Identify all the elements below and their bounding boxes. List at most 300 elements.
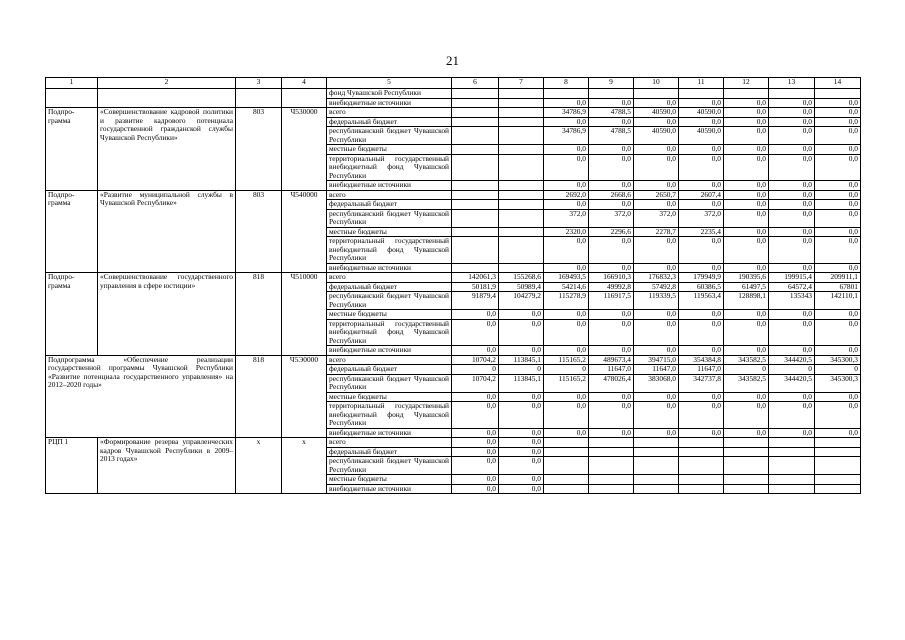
column-header: 14 — [815, 78, 861, 89]
program-code-cell: Ч530000 — [282, 108, 327, 191]
value-cell: 113845,1 — [499, 355, 544, 365]
value-cell — [634, 89, 679, 99]
value-cell: 0,0 — [724, 154, 769, 181]
value-cell: 0,0 — [499, 457, 544, 475]
value-cell: 119563,4 — [679, 292, 724, 310]
value-cell: 0,0 — [499, 392, 544, 402]
value-cell: 50989,4 — [499, 282, 544, 292]
value-cell: 0,0 — [544, 310, 589, 320]
funding-source-cell: всего — [327, 108, 452, 118]
value-cell — [679, 484, 724, 494]
value-cell: 40590,0 — [634, 127, 679, 145]
value-cell: 0,0 — [815, 310, 861, 320]
column-header: 2 — [98, 78, 236, 89]
program-name-cell: «Формирование резерва управленческих кадров Чувашской Республики в 2009–2013 годах» — [98, 438, 236, 494]
value-cell: 0,0 — [724, 227, 769, 237]
value-cell: 0,0 — [769, 190, 815, 200]
value-cell: 113845,1 — [499, 374, 544, 392]
value-cell: 342737,8 — [679, 374, 724, 392]
value-cell: 0,0 — [452, 346, 499, 356]
value-cell: 169493,5 — [544, 273, 589, 283]
value-cell: 0,0 — [769, 145, 815, 155]
value-cell: 0,0 — [769, 310, 815, 320]
value-cell: 0,0 — [724, 145, 769, 155]
value-cell: 57492,8 — [634, 282, 679, 292]
value-cell: 0,0 — [815, 154, 861, 181]
value-cell: 190395,6 — [724, 273, 769, 283]
value-cell: 0,0 — [544, 392, 589, 402]
value-cell: 0,0 — [589, 117, 634, 127]
value-cell: 176832,3 — [634, 273, 679, 283]
value-cell: 179949,9 — [679, 273, 724, 283]
value-cell: 0,0 — [679, 402, 724, 429]
funding-source-cell: федеральный бюджет — [327, 447, 452, 457]
value-cell: 61497,5 — [724, 282, 769, 292]
value-cell: 0,0 — [589, 237, 634, 264]
value-cell: 0,0 — [679, 154, 724, 181]
value-cell: 0,0 — [769, 319, 815, 346]
funding-source-cell: территориальный государственный внебюджетный фонд Чувашской Республики — [327, 319, 452, 346]
program-code-cell: Ч5Э0000 — [282, 355, 327, 438]
program-code-cell: Ч510000 — [282, 273, 327, 356]
value-cell: 0,0 — [815, 319, 861, 346]
value-cell — [769, 484, 815, 494]
value-cell: 0,0 — [769, 209, 815, 227]
value-cell: 0,0 — [679, 346, 724, 356]
value-cell — [589, 475, 634, 485]
value-cell: 0,0 — [544, 200, 589, 210]
value-cell: 104279,2 — [499, 292, 544, 310]
column-header: 5 — [327, 78, 452, 89]
value-cell: 343582,5 — [724, 355, 769, 365]
value-cell — [724, 438, 769, 448]
value-cell: 0,0 — [589, 402, 634, 429]
value-cell — [769, 457, 815, 475]
value-cell: 2650,7 — [634, 190, 679, 200]
value-cell: 0,0 — [589, 181, 634, 191]
value-cell — [452, 181, 499, 191]
value-cell: 0,0 — [452, 402, 499, 429]
value-cell: 0,0 — [679, 200, 724, 210]
funding-source-cell: внебюджетные источники — [327, 181, 452, 191]
value-cell: 4788,5 — [589, 108, 634, 118]
value-cell: 0,0 — [724, 402, 769, 429]
value-cell — [634, 475, 679, 485]
value-cell: 2668,6 — [589, 190, 634, 200]
value-cell: 60386,5 — [679, 282, 724, 292]
value-cell: 0,0 — [452, 428, 499, 438]
value-cell: 0,0 — [815, 190, 861, 200]
value-cell: 383068,0 — [634, 374, 679, 392]
value-cell — [452, 154, 499, 181]
funding-source-cell: территориальный государственный внебюджетный фонд Чувашской Республики — [327, 237, 452, 264]
value-cell: 0,0 — [589, 346, 634, 356]
value-cell: 0,0 — [679, 392, 724, 402]
program-type-cell: Подпро- грамма — [46, 273, 98, 356]
value-cell: 50181,9 — [452, 282, 499, 292]
value-cell: 0,0 — [544, 319, 589, 346]
program-code-cell: Ч540000 — [282, 190, 327, 273]
value-cell — [499, 181, 544, 191]
column-header: 12 — [724, 78, 769, 89]
page-number: 21 — [446, 53, 459, 68]
value-cell: 0,0 — [679, 181, 724, 191]
column-number-row — [46, 78, 861, 89]
value-cell: 0,0 — [769, 154, 815, 181]
program-code-cell: x — [282, 438, 327, 494]
value-cell: 0,0 — [679, 117, 724, 127]
value-cell: 0,0 — [589, 310, 634, 320]
value-cell — [499, 209, 544, 227]
value-cell: 2607,4 — [679, 190, 724, 200]
value-cell: 0,0 — [724, 209, 769, 227]
value-cell: 372,0 — [634, 209, 679, 227]
value-cell: 0,0 — [452, 484, 499, 494]
value-cell: 0,0 — [724, 200, 769, 210]
value-cell — [724, 89, 769, 99]
value-cell: 0,0 — [499, 484, 544, 494]
value-cell: 0,0 — [769, 98, 815, 108]
program-name-cell: «Совершенствование кадровой политики и развитие кадрового потенциала государственной гражданской службы Чувашской Республики» — [98, 108, 236, 191]
value-cell: 489673,4 — [589, 355, 634, 365]
value-cell: 0,0 — [724, 127, 769, 145]
value-cell: 0,0 — [679, 263, 724, 273]
funding-source-cell: местные бюджеты — [327, 475, 452, 485]
funding-source-cell: федеральный бюджет — [327, 117, 452, 127]
funding-source-cell: внебюджетные источники — [327, 98, 452, 108]
value-cell: 0,0 — [634, 263, 679, 273]
funding-source-cell: федеральный бюджет — [327, 365, 452, 375]
value-cell: 64572,4 — [769, 282, 815, 292]
value-cell: 0,0 — [589, 319, 634, 346]
funding-source-cell: внебюджетные источники — [327, 263, 452, 273]
value-cell: 67801 — [815, 282, 861, 292]
value-cell — [452, 127, 499, 145]
value-cell — [815, 447, 861, 457]
value-cell — [499, 108, 544, 118]
funding-source-cell: местные бюджеты — [327, 145, 452, 155]
value-cell — [815, 457, 861, 475]
value-cell — [452, 227, 499, 237]
value-cell: 199915,4 — [769, 273, 815, 283]
value-cell: 115278,9 — [544, 292, 589, 310]
value-cell: 0,0 — [499, 402, 544, 429]
value-cell: 0,0 — [544, 154, 589, 181]
value-cell: 0,0 — [589, 263, 634, 273]
value-cell: 0,0 — [589, 154, 634, 181]
table-row — [46, 438, 861, 448]
value-cell — [499, 154, 544, 181]
value-cell — [499, 200, 544, 210]
value-cell: 0,0 — [769, 108, 815, 118]
table-row — [46, 190, 861, 200]
value-cell: 0,0 — [679, 310, 724, 320]
value-cell: 0,0 — [815, 392, 861, 402]
value-cell: 0,0 — [499, 428, 544, 438]
value-cell: 0,0 — [499, 310, 544, 320]
value-cell: 0,0 — [634, 319, 679, 346]
column-header: 4 — [282, 78, 327, 89]
value-cell: 0,0 — [724, 98, 769, 108]
column-header: 10 — [634, 78, 679, 89]
value-cell — [452, 263, 499, 273]
value-cell — [499, 263, 544, 273]
value-cell: 40590,0 — [679, 108, 724, 118]
value-cell: 0,0 — [452, 310, 499, 320]
value-cell: 2692,0 — [544, 190, 589, 200]
value-cell — [499, 190, 544, 200]
value-cell: 0,0 — [452, 392, 499, 402]
value-cell: 0,0 — [769, 428, 815, 438]
table-body — [46, 89, 861, 494]
value-cell: 2320,0 — [544, 227, 589, 237]
funding-source-cell: республиканский бюджет Чувашской Республики — [327, 209, 452, 227]
value-cell — [452, 200, 499, 210]
value-cell: 0,0 — [499, 319, 544, 346]
value-cell — [679, 475, 724, 485]
value-cell — [679, 438, 724, 448]
value-cell — [452, 209, 499, 227]
funding-source-cell: республиканский бюджет Чувашской Республики — [327, 457, 452, 475]
value-cell — [499, 237, 544, 264]
value-cell: 0,0 — [769, 181, 815, 191]
value-cell: 0,0 — [815, 209, 861, 227]
value-cell: 0,0 — [815, 237, 861, 264]
value-cell: 0,0 — [815, 127, 861, 145]
value-cell: 0,0 — [499, 475, 544, 485]
value-cell — [544, 457, 589, 475]
value-cell: 0,0 — [724, 392, 769, 402]
value-cell: 478026,4 — [589, 374, 634, 392]
value-cell: 0,0 — [724, 117, 769, 127]
value-cell — [815, 438, 861, 448]
value-cell: 0,0 — [634, 117, 679, 127]
column-header: 13 — [769, 78, 815, 89]
value-cell: 0,0 — [815, 402, 861, 429]
value-cell: 0,0 — [724, 319, 769, 346]
budget-table — [45, 77, 861, 494]
value-cell: 0,0 — [452, 438, 499, 448]
value-cell: 0,0 — [634, 145, 679, 155]
empty-cell — [236, 89, 282, 108]
value-cell — [769, 438, 815, 448]
value-cell: 0 — [815, 365, 861, 375]
value-cell — [544, 89, 589, 99]
value-cell: 128898,1 — [724, 292, 769, 310]
value-cell: 0,0 — [589, 200, 634, 210]
funding-source-cell: внебюджетные источники — [327, 346, 452, 356]
value-cell: 4788,5 — [589, 127, 634, 145]
value-cell: 155268,6 — [499, 273, 544, 283]
value-cell — [452, 108, 499, 118]
value-cell — [634, 447, 679, 457]
value-cell: 0,0 — [769, 263, 815, 273]
value-cell — [544, 447, 589, 457]
value-cell: 11647,0 — [634, 365, 679, 375]
column-header: 3 — [236, 78, 282, 89]
value-cell: 0,0 — [724, 108, 769, 118]
value-cell — [724, 484, 769, 494]
value-cell: 0,0 — [769, 237, 815, 264]
value-cell — [634, 457, 679, 475]
program-type-cell: Подпро- грамма — [46, 190, 98, 273]
value-cell — [452, 190, 499, 200]
value-cell — [499, 117, 544, 127]
value-cell: 0,0 — [815, 263, 861, 273]
column-header: 8 — [544, 78, 589, 89]
funding-source-cell: республиканский бюджет Чувашской Республики — [327, 127, 452, 145]
value-cell — [499, 127, 544, 145]
value-cell — [724, 475, 769, 485]
value-cell — [452, 237, 499, 264]
program-type-cell: Подпро- грамма — [46, 108, 98, 191]
value-cell: 0,0 — [544, 181, 589, 191]
value-cell: 354384,8 — [679, 355, 724, 365]
value-cell: 209911,1 — [815, 273, 861, 283]
value-cell: 0,0 — [679, 145, 724, 155]
funding-source-cell: местные бюджеты — [327, 227, 452, 237]
funding-source-cell: всего — [327, 438, 452, 448]
value-cell — [769, 447, 815, 457]
value-cell — [452, 98, 499, 108]
value-cell: 11647,0 — [589, 365, 634, 375]
value-cell: 54214,6 — [544, 282, 589, 292]
program-name-cell: «Совершенствование государственного управления в сфере юстиции» — [98, 273, 236, 356]
value-cell: 0,0 — [679, 98, 724, 108]
value-cell — [499, 89, 544, 99]
value-cell: 0 — [769, 365, 815, 375]
column-header: 7 — [499, 78, 544, 89]
value-cell: 10704,2 — [452, 355, 499, 365]
value-cell — [679, 447, 724, 457]
value-cell: 0,0 — [634, 310, 679, 320]
value-cell: 0 — [724, 365, 769, 375]
value-cell: 0,0 — [679, 319, 724, 346]
value-cell: 135343 — [769, 292, 815, 310]
program-name-cell: «Развитие муниципальной службы в Чувашской Республике» — [98, 190, 236, 273]
value-cell — [499, 227, 544, 237]
value-cell: 0,0 — [544, 98, 589, 108]
value-cell: 0,0 — [452, 475, 499, 485]
value-cell — [544, 475, 589, 485]
value-cell: 119339,5 — [634, 292, 679, 310]
value-cell — [769, 475, 815, 485]
funding-source-cell: местные бюджеты — [327, 310, 452, 320]
value-cell: 0,0 — [815, 181, 861, 191]
table-row — [46, 89, 861, 99]
empty-cell — [98, 89, 236, 108]
value-cell: 116917,5 — [589, 292, 634, 310]
value-cell — [544, 484, 589, 494]
value-cell — [724, 457, 769, 475]
value-cell: 0,0 — [769, 117, 815, 127]
program-type-cell: РЦП 1 — [46, 438, 98, 494]
funding-source-cell: федеральный бюджет — [327, 200, 452, 210]
value-cell: 0,0 — [452, 457, 499, 475]
column-header: 1 — [46, 78, 98, 89]
value-cell: 115165,2 — [544, 355, 589, 365]
value-cell: 0,0 — [544, 117, 589, 127]
value-cell: 49992,8 — [589, 282, 634, 292]
value-cell — [815, 89, 861, 99]
value-cell: 0,0 — [724, 263, 769, 273]
value-cell: 0 — [499, 365, 544, 375]
value-cell: 0,0 — [815, 200, 861, 210]
value-cell: 0,0 — [634, 200, 679, 210]
value-cell — [679, 89, 724, 99]
value-cell: 0,0 — [634, 237, 679, 264]
value-cell: 115165,2 — [544, 374, 589, 392]
funding-source-cell: территориальный государственный внебюджетный фонд Чувашской Республики — [327, 402, 452, 429]
funding-source-cell: внебюджетные источники — [327, 484, 452, 494]
value-cell: 0 — [452, 365, 499, 375]
value-cell: 0,0 — [452, 447, 499, 457]
value-cell: 344420,5 — [769, 374, 815, 392]
program-name-cell: Подпрограмма «Обеспечение реализации государственной программы Чувашской Республики «Развитие потенциала государственного управления» на 2012–2020 годы» — [46, 355, 236, 438]
value-cell: 2278,7 — [634, 227, 679, 237]
value-cell — [589, 447, 634, 457]
value-cell — [634, 484, 679, 494]
value-cell: 0 — [544, 365, 589, 375]
value-cell — [589, 89, 634, 99]
value-cell: 0,0 — [815, 428, 861, 438]
value-cell: 2296,6 — [589, 227, 634, 237]
value-cell — [499, 145, 544, 155]
column-header: 11 — [679, 78, 724, 89]
funding-source-cell: местные бюджеты — [327, 392, 452, 402]
value-cell: 10704,2 — [452, 374, 499, 392]
program-gr-cell: 803 — [236, 108, 282, 191]
value-cell: 0,0 — [544, 346, 589, 356]
program-gr-cell: 818 — [236, 273, 282, 356]
value-cell: 0,0 — [769, 200, 815, 210]
value-cell: 0,0 — [724, 310, 769, 320]
value-cell: 0,0 — [499, 438, 544, 448]
table-row — [46, 355, 861, 365]
funding-source-cell: фонд Чувашской Республики — [327, 89, 452, 99]
value-cell: 0,0 — [634, 402, 679, 429]
value-cell: 0,0 — [679, 237, 724, 264]
value-cell: 0,0 — [769, 127, 815, 145]
value-cell: 142110,1 — [815, 292, 861, 310]
program-gr-cell: x — [236, 438, 282, 494]
value-cell: 0,0 — [544, 263, 589, 273]
value-cell: 166910,3 — [589, 273, 634, 283]
value-cell: 0,0 — [815, 117, 861, 127]
empty-cell — [282, 89, 327, 108]
value-cell — [452, 117, 499, 127]
value-cell — [499, 98, 544, 108]
funding-source-cell: республиканский бюджет Чувашской Республики — [327, 374, 452, 392]
program-gr-cell: 803 — [236, 190, 282, 273]
value-cell: 11647,0 — [679, 365, 724, 375]
value-cell: 0,0 — [544, 402, 589, 429]
column-header: 6 — [452, 78, 499, 89]
value-cell: 372,0 — [679, 209, 724, 227]
value-cell: 0,0 — [634, 428, 679, 438]
value-cell: 40590,0 — [634, 108, 679, 118]
value-cell — [544, 438, 589, 448]
value-cell: 34786,9 — [544, 127, 589, 145]
value-cell: 0,0 — [815, 227, 861, 237]
value-cell — [769, 89, 815, 99]
value-cell: 40590,0 — [679, 127, 724, 145]
value-cell: 0,0 — [499, 346, 544, 356]
value-cell: 0,0 — [724, 190, 769, 200]
value-cell: 343582,5 — [724, 374, 769, 392]
value-cell — [815, 475, 861, 485]
funding-source-cell: всего — [327, 355, 452, 365]
